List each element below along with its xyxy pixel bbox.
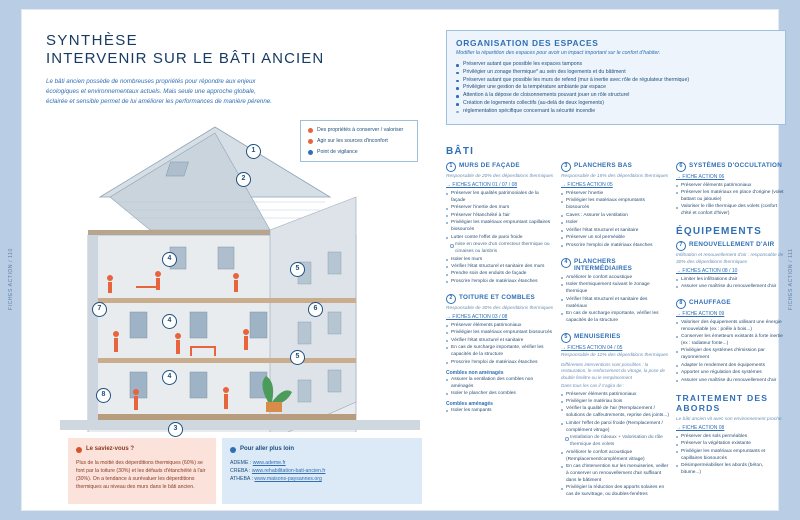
list-item: Lutter contre l'effet de paroi froide bbox=[446, 235, 554, 242]
section-title-row bbox=[561, 333, 669, 343]
section-chauffage bbox=[676, 299, 784, 385]
section-title: PLANCHERS INTERMÉDIAIRES bbox=[574, 257, 633, 273]
abords-items bbox=[676, 434, 784, 477]
badge-2: 2 bbox=[236, 172, 251, 187]
section-fiche-link[interactable]: → FICHE ACTION 06 bbox=[676, 174, 725, 180]
list-item: Privilégier des systèmes d'émission par rayonnement bbox=[676, 348, 784, 362]
bati-heading: BÂTI bbox=[446, 146, 475, 157]
section-menuiseries bbox=[561, 333, 669, 499]
list-item: En cas de surcharge importante, vérifier les capacités de la structure bbox=[446, 345, 554, 359]
list-item: Privilégier les matériaux empruntants et capillaires biosourcés bbox=[676, 449, 784, 463]
list-item: Préserver éléments patrimoniaux bbox=[446, 323, 554, 330]
further-reading-item bbox=[230, 467, 414, 475]
list-item: Prendre soin des enduits de façade bbox=[446, 271, 554, 278]
section-title-row bbox=[676, 299, 784, 309]
list-item: Préserver autant que possible les espaces tampons bbox=[456, 61, 776, 69]
list-item: Vérifier l'état structurel et sanitaire bbox=[446, 338, 554, 345]
list-item: Préserver autant que possible les murs de refend (mur à inertie avec rôle de régulateur thermique) bbox=[456, 77, 776, 85]
list-item: Désimperméabiliser les abords (béton, bitume...) bbox=[676, 463, 784, 477]
section-murs-de-facade bbox=[446, 162, 554, 286]
list-item: Privilégier une gestion de la température ambiante par espace bbox=[456, 84, 776, 92]
organisation-subtitle: Modifier la répartition des espaces pour avoir un impact important sur le confort d'habiter. bbox=[456, 50, 661, 56]
list-item: Conserver les émetteurs existants à forte inertie (ex : radiateur fonte...) bbox=[676, 334, 784, 348]
list-item: Adapter le rendement des équipements bbox=[676, 363, 784, 370]
section-fiche-link[interactable]: → FICHES ACTION 05 bbox=[561, 182, 613, 189]
section-toiture-et-combles bbox=[446, 294, 554, 415]
list-item: Caves : Assurer la ventilation bbox=[561, 213, 669, 220]
further-reading-org: ATHEBA : bbox=[230, 476, 253, 483]
section-items bbox=[676, 320, 784, 385]
list-item: Préserver des sols perméables bbox=[676, 434, 784, 441]
section-planchers-bas bbox=[561, 162, 669, 250]
list-item: Privilégier le matériau bois bbox=[561, 399, 669, 406]
section-responsibility: Responsable de 30% des déperditions thermiques bbox=[446, 305, 554, 311]
title-block bbox=[46, 32, 426, 108]
list-item: Valoriser le rôle thermique des volets (confort d'été et confort d'hiver) bbox=[676, 204, 784, 218]
legend-item bbox=[308, 127, 410, 134]
list-item: Proscrire l'emploi de matériaux étanches bbox=[446, 360, 554, 367]
section-fiche-link[interactable]: → FICHES ACTION 08 / 10 bbox=[676, 268, 738, 275]
further-reading-org: ADEME : bbox=[230, 460, 252, 467]
list-item: mise en œuvre d'un correcteur thermique ou cimaises ou lambris bbox=[446, 242, 554, 256]
list-item: En cas d'intervention sur les menuiseries, veiller à conserver un renouvellement d'air suffisant dans le bâtiment bbox=[561, 464, 669, 485]
further-reading-link[interactable]: www.ademe.fr bbox=[252, 460, 286, 467]
badge-5b: 5 bbox=[290, 350, 305, 365]
section-note-2: Dans tous les cas il s'agira de : bbox=[561, 383, 625, 389]
section-number: 7 bbox=[676, 241, 686, 251]
list-item: En cas de surcharge importante, vérifier les capacités de la structure bbox=[561, 311, 669, 325]
section-title: SYSTÈMES D'OCCULTATION bbox=[689, 162, 783, 169]
list-item: Assurer une maîtrise du renouvellement d'air bbox=[676, 378, 784, 385]
bullet-dot-icon bbox=[230, 447, 236, 453]
list-item: Apporter une régulation des systèmes bbox=[676, 370, 784, 377]
section-responsibility: Responsable de 15% des déperditions thermiques bbox=[561, 174, 669, 179]
section-number: 8 bbox=[676, 299, 686, 309]
section-items bbox=[676, 277, 784, 291]
subsection-items bbox=[446, 377, 554, 398]
further-reading-title: Pour aller plus loin bbox=[240, 446, 295, 452]
list-item: Proscrire l'emploi de matériaux étanches bbox=[446, 279, 554, 286]
legend-label: Agir sur les sources d'inconfort bbox=[317, 137, 388, 144]
list-item: Isoler les murs bbox=[446, 257, 554, 264]
section-title: PLANCHERS BAS bbox=[574, 162, 633, 169]
section-title-row bbox=[676, 162, 784, 172]
section-number: 3 bbox=[561, 162, 571, 172]
section-renouvellement-air bbox=[676, 241, 784, 291]
page-subtitle-title: INTERVENIR SUR LE BÂTI ANCIEN bbox=[46, 50, 325, 67]
section-fiche-link[interactable]: → FICHES ACTION 04 / 05 bbox=[561, 344, 623, 351]
list-item: Améliorer le confort acoustique bbox=[561, 275, 669, 282]
subsection-heading: Combles aménagés bbox=[446, 400, 493, 407]
section-items bbox=[676, 183, 784, 219]
list-item: Isoler le plancher des combles bbox=[446, 391, 554, 398]
subsection-heading: Combles non aménagés bbox=[446, 369, 504, 376]
further-reading-title-row bbox=[230, 445, 414, 454]
list-item: Privilégier un zonage thermique* au sein des logements et du bâtiment bbox=[456, 69, 776, 77]
section-fiche-link[interactable]: → FICHES ACTION 01 / 07 / 08 bbox=[446, 182, 518, 189]
section-items bbox=[561, 191, 669, 250]
list-item: Privilégier les matériaux empruntants biosourcés bbox=[561, 198, 669, 212]
equipements-heading: ÉQUIPEMENTS bbox=[676, 226, 762, 238]
badge-4b: 4 bbox=[162, 314, 177, 329]
abords-note: Le bâti ancien vit avec son environnement proche bbox=[676, 416, 782, 422]
section-responsibility: Responsable de 20% des déperditions thermiques bbox=[446, 174, 554, 179]
list-item: Vérifier l'état structurel et sanitaire des murs bbox=[446, 264, 554, 271]
section-note: Différentes interventions sont possibles : la restauration, le renforcement du vitrage, la pose de double fenêtre ou le remplacement bbox=[561, 361, 665, 380]
badge-7: 7 bbox=[92, 302, 107, 317]
section-title-row bbox=[446, 162, 554, 172]
organisation-list bbox=[456, 61, 776, 116]
badge-5a: 5 bbox=[290, 262, 305, 277]
side-tab-left-label: FICHES ACTION / 110 bbox=[8, 248, 14, 310]
further-reading-box bbox=[222, 438, 422, 504]
section-number: 1 bbox=[446, 162, 456, 172]
further-reading-link[interactable]: www.maisons-paysannes.org bbox=[254, 476, 322, 483]
legend-item bbox=[308, 149, 410, 156]
legend-dot-icon bbox=[308, 139, 313, 144]
list-item: réglementation spécifique concernant la sécurité incendie bbox=[456, 108, 776, 116]
list-item: Assurer une maîtrise du renouvellement d'air bbox=[676, 284, 784, 291]
list-item: Vérifier l'état structurel et sanitaire bbox=[561, 228, 669, 235]
section-title-row bbox=[446, 294, 554, 304]
section-title: RENOUVELLEMENT D'AIR bbox=[689, 241, 775, 249]
subsection-items bbox=[446, 408, 554, 415]
legend-item bbox=[308, 138, 410, 145]
column-3 bbox=[676, 162, 784, 507]
section-responsibility: Responsable de 12% des déperditions thermiques bbox=[561, 353, 669, 359]
list-item: Préserver éléments patrimoniaux bbox=[561, 392, 669, 399]
badge-4a: 4 bbox=[162, 252, 177, 267]
section-systemes-occultation bbox=[676, 162, 784, 218]
list-item: Privilégier les matériaux empruntant biosourcés bbox=[446, 330, 554, 337]
list-item: Isoler bbox=[561, 220, 669, 227]
section-items bbox=[561, 392, 669, 500]
further-reading-org: CREBA : bbox=[230, 468, 251, 475]
intro-paragraph: Le bâti ancien possède de nombreuses propriétés pour répondre aux enjeux écologiques et environnementaux actuels. Mais seule une approche globale, éclairée et sensible permet de lui améliorer les performances de manière pérenne. bbox=[46, 78, 272, 106]
list-item: Préserver la végétation existante bbox=[676, 441, 784, 448]
organisation-box bbox=[446, 30, 786, 125]
column-1 bbox=[446, 162, 554, 507]
section-number: 4 bbox=[561, 258, 571, 268]
section-number: 5 bbox=[561, 333, 571, 343]
badge-3: 3 bbox=[168, 422, 183, 437]
list-item: Améliorer le confort acoustique (Remplacement/complément vitrage) bbox=[561, 450, 669, 464]
section-responsibility: Infiltration et renouvellement d'air : responsable de 30% des déperditions thermiques bbox=[676, 253, 784, 265]
section-title-row bbox=[561, 258, 669, 273]
column-2 bbox=[561, 162, 669, 507]
did-you-know-box bbox=[68, 438, 216, 504]
further-reading-item bbox=[230, 459, 414, 467]
list-item: Privilégier la réduction des apports solaires en cas de survitrage, ou doubles-fenêtres bbox=[561, 485, 669, 499]
organisation-title: ORGANISATION DES ESPACES bbox=[456, 38, 599, 48]
page-side-tab-left bbox=[0, 10, 20, 510]
abords-fiche-link[interactable]: → FICHE ACTION 08 bbox=[676, 425, 725, 432]
did-you-know-title: Le saviez-vous ? bbox=[86, 446, 135, 452]
further-reading-item bbox=[230, 475, 414, 483]
section-title: TOITURE ET COMBLES bbox=[459, 293, 535, 301]
badge-1: 1 bbox=[246, 144, 261, 159]
section-title: MENUISERIES bbox=[574, 332, 621, 340]
list-item: Préserver les qualités patrimoniales de la façade bbox=[446, 191, 554, 205]
list-item: Privilégier les matériaux empruntant capillaires biosourcés bbox=[446, 220, 554, 234]
section-fiche-link[interactable]: → FICHE ACTION 09 bbox=[676, 311, 725, 318]
list-item: Valoriser des équipements utilisant une énergie renouvelable (ex : poêle à bois...) bbox=[676, 320, 784, 334]
list-item: Préserver l'inertie des murs bbox=[446, 205, 554, 212]
legend-dot-icon bbox=[308, 150, 313, 155]
right-column bbox=[446, 30, 786, 508]
list-item: Préserver éléments patrimoniaux bbox=[676, 183, 784, 190]
list-item: Proscrire l'emploi de matériaux étanches bbox=[561, 243, 669, 250]
section-number: 6 bbox=[676, 162, 686, 172]
did-you-know-title-row bbox=[76, 445, 208, 454]
section-items bbox=[561, 275, 669, 325]
list-item: Préserver l'inertie bbox=[561, 191, 669, 198]
section-title: MURS DE FAÇADE bbox=[459, 162, 520, 169]
further-reading-link[interactable]: www.rehabilitation-bati-ancien.fr bbox=[251, 468, 326, 475]
section-title-row bbox=[676, 241, 784, 251]
badge-8: 8 bbox=[96, 388, 111, 403]
list-item: Limiter les infiltrations d'air bbox=[676, 277, 784, 284]
list-item: Vérifier la qualité de l'air (Remplacement / solutions de calfeutrements, reprise des joints...) bbox=[561, 406, 669, 420]
section-fiche-link[interactable]: → FICHES ACTION 03 / 08 bbox=[446, 314, 508, 321]
section-items bbox=[446, 323, 554, 367]
side-tab-right-label: FICHES ACTION / 111 bbox=[788, 248, 794, 310]
list-item: Vérifier l'état structurel et sanitaire des matériaux bbox=[561, 297, 669, 311]
legend-label: Des propriétés à conserver / valoriser bbox=[317, 127, 404, 133]
list-item: Assurer la ventilation des combles non aménagés bbox=[446, 377, 554, 391]
list-item: Attention à la dépose de cloisonnements pouvant jouer un rôle structurel bbox=[456, 92, 776, 100]
sheet bbox=[22, 10, 784, 510]
list-item: Isoler thermiquement suivant le zonage thermique bbox=[561, 282, 669, 296]
abords-heading: TRAITEMENT DES ABORDS bbox=[676, 392, 769, 413]
section-title: CHAUFFAGE bbox=[689, 299, 731, 307]
badge-4c: 4 bbox=[162, 370, 177, 385]
section-items bbox=[446, 191, 554, 286]
badge-6: 6 bbox=[308, 302, 323, 317]
bati-columns bbox=[446, 162, 786, 507]
did-you-know-text: Plus de la moitié des déperditions thermiques (60%) se font par la toiture (30%) et les défauts d'étanchéité à l'air (30%). On a tendance à surévaluer les déperditions thermiques au niveau des murs dans le bâti ancien. bbox=[76, 460, 206, 491]
list-item: Préserver un sol perméable bbox=[561, 235, 669, 242]
page-title: SYNTHÈSE bbox=[46, 32, 139, 49]
list-item: Préserver les matériaux en place d'origine (volet battant ou jalousie) bbox=[676, 190, 784, 204]
list-item: Isoler les rampants bbox=[446, 408, 554, 415]
section-title-row bbox=[561, 162, 669, 172]
list-item: Création de logements collectifs (au-delà de deux logements) bbox=[456, 100, 776, 108]
bullet-dot-icon bbox=[76, 447, 82, 453]
list-item: Préserver l'étanchéité à l'air bbox=[446, 213, 554, 220]
list-item: Limiter l'effet de paroi froide (Remplacement / complément vitrage) bbox=[561, 421, 669, 435]
section-number: 2 bbox=[446, 294, 456, 304]
legend-label: Point de vigilance bbox=[317, 148, 358, 155]
legend-dot-icon bbox=[308, 128, 313, 133]
list-item: Installation de rideaux + Valorisation du rôle thermique des volets bbox=[561, 435, 669, 449]
section-planchers-intermediaires bbox=[561, 258, 669, 325]
legend-box bbox=[300, 120, 418, 162]
